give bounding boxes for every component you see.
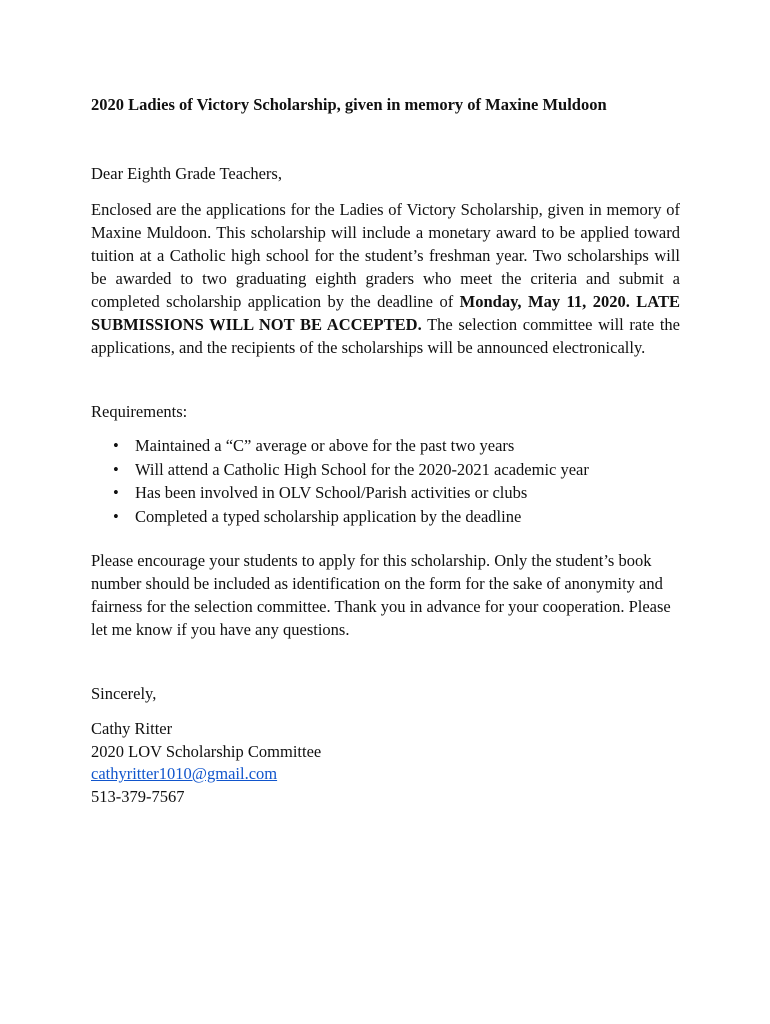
sign-off: Sincerely, <box>91 684 157 703</box>
list-item <box>91 434 680 458</box>
requirements-list <box>91 434 680 528</box>
bullet-icon: • <box>113 459 119 479</box>
requirement-text: Completed a typed scholarship application by the deadline <box>135 506 522 526</box>
requirement-text: Has been involved in OLV School/Parish activities or clubs <box>135 483 528 502</box>
bullet-icon: • <box>113 436 119 455</box>
list-item <box>91 458 680 482</box>
list-item <box>91 505 680 529</box>
email-link[interactable]: cathyritter1010@gmail.com <box>91 764 278 783</box>
bullet-icon: • <box>113 506 119 526</box>
requirements-heading: Requirements: <box>91 402 188 421</box>
signer-name: Cathy Ritter <box>91 719 173 738</box>
signer-phone: 513-379-7567 <box>91 786 185 806</box>
requirement-text: Maintained a “C” average or above for the past two years <box>135 436 515 455</box>
requirement-text: Will attend a Catholic High School for the 2020-2021 academic year <box>135 459 589 479</box>
bullet-icon: • <box>113 483 119 502</box>
intro-text-part2: The selection committee will rate the applications, and the recipients of the scholarships will be announced electronically. <box>91 315 680 357</box>
letter-title: 2020 Ladies of Victory Scholarship, given in memory of Maxine Muldoon <box>91 95 607 114</box>
intro-paragraph <box>91 198 680 359</box>
signature-block <box>91 718 680 808</box>
closing-paragraph: Please encourage your students to apply for this scholarship. Only the student’s book number should be included as identification on the form for the sake of anonymity and fairness for the selection committee. Thank you in advance for your cooperation. Please let me know if you have any questions. <box>91 551 671 639</box>
list-item <box>91 481 680 505</box>
deadline-text: Monday, May 11, 2020. LATE SUBMISSIONS WILL NOT BE ACCEPTED. <box>91 292 680 334</box>
letter-body <box>91 93 680 808</box>
salutation: Dear Eighth Grade Teachers, <box>91 164 282 183</box>
intro-text-part1: Enclosed are the applications for the Ladies of Victory Scholarship, given in memory of Maxine Muldoon. This scholarship will include a monetary award to be applied toward tuition at a Catholic high school for the student’s freshman year. Two scholarships will be awarded to two graduating eighth graders who meet the criteria and submit a completed scholarship application by the deadline of <box>91 200 680 311</box>
signer-role: 2020 LOV Scholarship Committee <box>91 741 322 761</box>
